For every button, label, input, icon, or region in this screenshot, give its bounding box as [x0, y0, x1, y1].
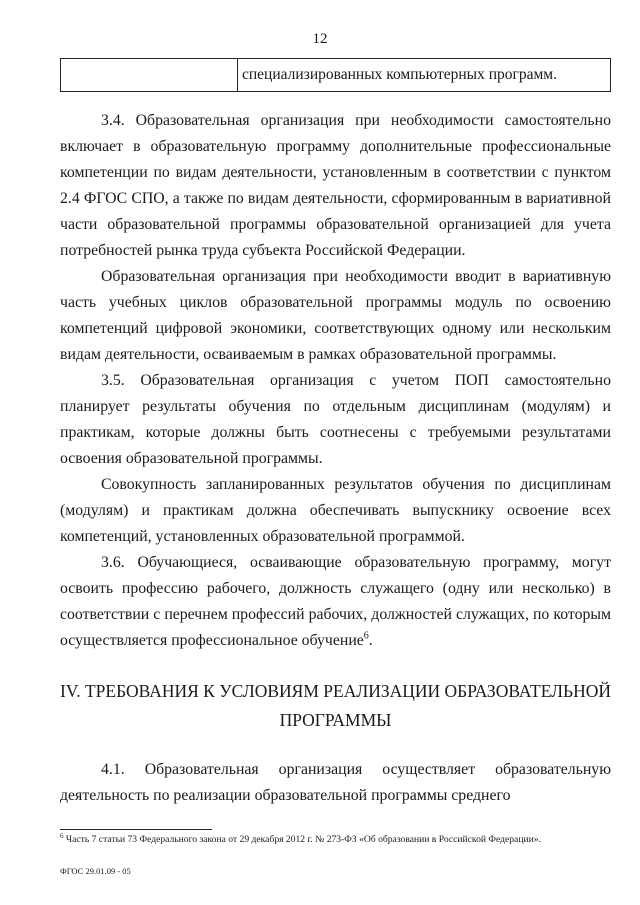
paragraph-3-6: 3.6. Обучающиеся, осваивающие образовательную программу, могут освоить профессию рабочего, должность служащего (одну или несколько) в соответствии с перечнем профессий рабочих, должностей служащих, по которым осуществляется профессиональное обучение$^6$.	[60, 554, 611, 649]
section-4-text	[60, 757, 611, 809]
footnote	[60, 831, 620, 846]
body-text	[60, 108, 611, 654]
table-row	[61, 59, 611, 92]
paragraph-3-6-text: 3.6. Обучающиеся, осваивающие образовательную программу, могут освоить профессию рабочего, должность служащего (одну или несколько) в соответствии с перечнем профессий рабочих, должностей служащих, по которым осуществляется профессиональное обучение	[60, 554, 611, 649]
paragraph-4-1: 4.1. Образовательная организация осуществляет образовательную деятельность по реализации образовательной программы среднего	[60, 761, 611, 804]
footnote-divider	[60, 829, 212, 830]
section-heading	[60, 677, 611, 735]
page-number: 12	[312, 31, 328, 47]
footnote-reference: 6	[363, 630, 369, 642]
section-heading-line-1: IV. ТРЕБОВАНИЯ К УСЛОВИЯМ РЕАЛИЗАЦИИ ОБРАЗОВАТЕЛЬНОЙ	[60, 681, 611, 701]
continuation-table	[60, 58, 611, 92]
table-cell-text: специализированных компьютерных программ.	[238, 59, 611, 92]
section-heading-line-2: ПРОГРАММЫ	[279, 710, 392, 730]
footnote-mark: 6	[60, 831, 64, 840]
footnote-text: Часть 7 статьи 73 Федерального закона от 29 декабря 2012 г. № 273-ФЗ «Об образовании в Российской Федерации».	[63, 834, 541, 845]
paragraph-digital-module: Образовательная организация при необходимости вводит в вариативную часть учебных циклов образовательной программы модуль по освоению компетенций цифровой экономики, соответствующих одному или нескольким видам деятельности, осваиваемым в рамках образовательной программы.	[60, 268, 611, 363]
paragraph-learning-results: Совокупность запланированных результатов обучения по дисциплинам (модулям) и практикам должна обеспечивать выпускнику освоение всех компетенций, установленных образовательной программой.	[60, 476, 611, 545]
paragraph-3-4: 3.4. Образовательная организация при необходимости самостоятельно включает в образовательную программу дополнительные профессиональные компетенции по видам деятельности, установленным в соответствии с пунктом 2.4 ФГОС СПО, а также по видам деятельности, сформированным в вариативной части образовательной программы образовательной организацией для учета потребностей рынка труда субъекта Российской Федерации.	[60, 112, 611, 259]
table-cell-empty	[61, 59, 238, 92]
document-code: ФГОС 29.01.09 - 05	[60, 866, 131, 876]
paragraph-3-5: 3.5. Образовательная организация с учетом ПОП самостоятельно планирует результаты обучения по отдельным дисциплинам (модулям) и практикам, которые должны быть соотнесены с требуемыми результатами освоения образовательной программы.	[60, 372, 611, 467]
